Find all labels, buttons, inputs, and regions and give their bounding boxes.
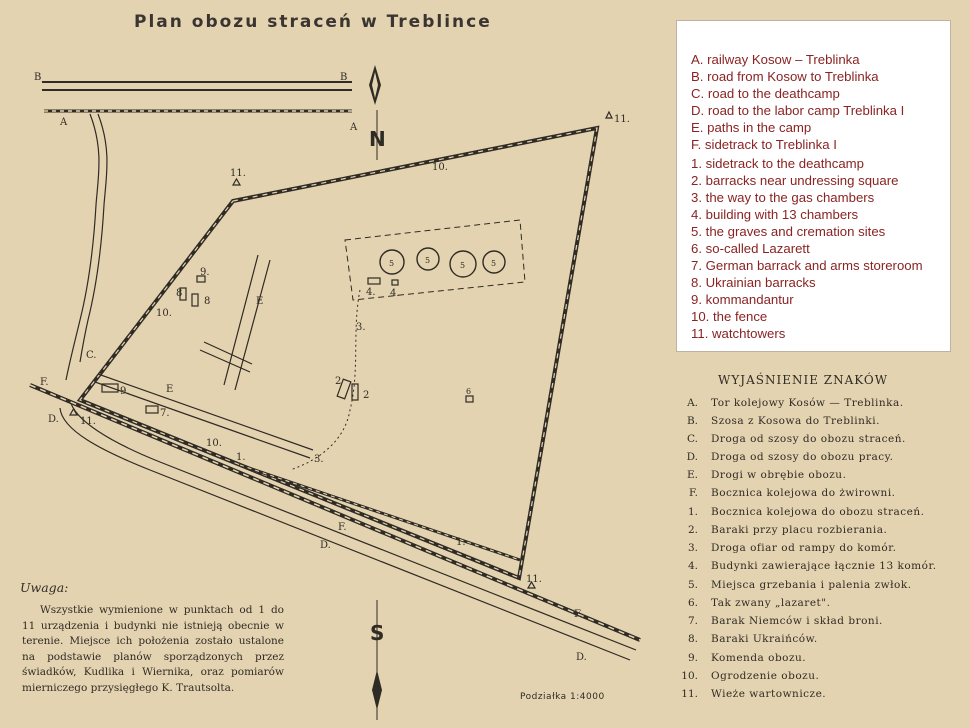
label-8-right: 8 <box>204 296 211 307</box>
label-11-right: 11. <box>526 574 542 585</box>
polish-legend-code: 8. <box>687 633 698 645</box>
polish-legend-text: Droga ofiar od rampy do komór. <box>711 542 897 554</box>
polish-legend-code: 2. <box>687 524 698 536</box>
label-a-right: A <box>350 122 358 133</box>
english-legend-item: F. sidetrack to Treblinka I <box>691 137 837 152</box>
polish-legend-text: Tak zwany „lazaret". <box>711 597 831 609</box>
label-5-c: 5 <box>460 261 466 270</box>
label-5-a: 5 <box>389 259 395 268</box>
label-f-right: F. <box>574 609 583 620</box>
polish-legend-text: Wieże wartownicze. <box>711 688 827 700</box>
camp-fence <box>80 128 597 578</box>
label-9-upper: 9. <box>200 267 210 278</box>
label-2-right: 2 <box>363 390 370 401</box>
polish-legend-text: Komenda obozu. <box>711 652 807 664</box>
label-9-lower: 9. <box>120 386 130 397</box>
road-c <box>66 114 99 380</box>
label-11-left: 11. <box>230 168 246 179</box>
label-10-bottom: 10. <box>206 438 222 449</box>
polish-legend-text: Drogi w obrębie obozu. <box>711 469 847 481</box>
north-arrow <box>369 65 386 160</box>
polish-legend-text: Baraki Ukraińców. <box>711 633 818 645</box>
english-legend-item: 3. the way to the gas chambers <box>691 190 875 205</box>
english-legend-item: 9. kommandantur <box>691 292 794 307</box>
english-legend-item: 11. watchtowers <box>691 326 786 341</box>
south-label: S <box>370 621 385 645</box>
english-legend-item: 1. sidetrack to the deathcamp <box>691 156 865 171</box>
label-b-left: B <box>34 72 42 83</box>
polish-legend-text: Tor kolejowy Kosów — Treblinka. <box>711 397 904 409</box>
polish-legend-code: 10. <box>681 670 698 682</box>
polish-legend-code: 4. <box>687 560 698 572</box>
label-4-left: 4. <box>366 287 376 298</box>
label-d-left: D. <box>48 414 59 425</box>
english-legend-item: A. railway Kosow – Treblinka <box>691 52 860 67</box>
polish-legend-code: D. <box>686 451 698 463</box>
english-legend-item: D. road to the labor camp Treblinka I <box>691 103 905 118</box>
polish-legend-heading: WYJAŚNIENIE ZNAKÓW <box>718 373 889 387</box>
label-1-left: 1. <box>236 452 246 463</box>
polish-legend-code: 5. <box>687 579 698 591</box>
english-legend-item: 5. the graves and cremation sites <box>691 224 886 239</box>
polish-legend-text: Baraki przy placu rozbierania. <box>711 524 888 536</box>
label-e-1: E <box>256 296 264 307</box>
label-1-right: 1. <box>456 537 466 548</box>
english-legend-item: C. road to the deathcamp <box>691 86 840 101</box>
english-legend-item: 7. German barrack and arms storeroom <box>691 258 923 273</box>
label-11-bottom: 11. <box>80 416 96 427</box>
label-a-left: A <box>60 117 68 128</box>
label-d-right: D. <box>576 652 587 663</box>
scale-label: Podziałka 1:4000 <box>520 692 605 702</box>
polish-legend-code: E. <box>686 469 698 481</box>
path-3 <box>290 290 360 470</box>
sidetrack-f <box>30 385 640 640</box>
polish-legend-text: Szosa z Kosowa do Treblinki. <box>711 415 880 427</box>
label-10-top: 10. <box>432 162 448 173</box>
label-b-right: B <box>340 72 348 83</box>
label-d-mid: D. <box>320 540 331 551</box>
polish-legend-text: Droga od szosy do obozu pracy. <box>711 451 894 463</box>
label-4-right: 4. <box>390 288 400 299</box>
label-6: 6 <box>466 387 472 396</box>
label-5-b: 5 <box>425 256 431 265</box>
english-legend-item: B. road from Kosow to Treblinka <box>691 69 879 84</box>
label-f-mid: F. <box>338 522 347 533</box>
polish-legend-code: 6. <box>687 597 698 609</box>
polish-legend-text: Ogrodzenie obozu. <box>711 670 820 682</box>
polish-legend-code: 7. <box>687 615 698 627</box>
polish-legend-text: Barak Niemców i skład broni. <box>711 615 883 627</box>
english-legend-item: 2. barracks near undressing square <box>691 173 899 188</box>
polish-legend-text: Budynki zawierające łącznie 13 komór. <box>711 560 937 572</box>
sidetrack-1 <box>240 465 520 560</box>
label-c: C. <box>86 350 97 361</box>
label-5-d: 5 <box>491 259 497 268</box>
map-title: Plan obozu straceń w Treblince <box>134 12 492 32</box>
label-3-upper: 3. <box>356 322 366 333</box>
label-7: 7. <box>160 408 170 419</box>
polish-legend-text: Miejsca grzebania i palenia zwłok. <box>711 579 912 591</box>
label-2-left: 2 <box>335 376 342 387</box>
label-11-top: 11. <box>614 114 630 125</box>
english-legend-item: 10. the fence <box>691 309 768 324</box>
polish-legend-text: Bocznica kolejowa do żwirowni. <box>711 487 896 499</box>
polish-legend-code: C. <box>687 433 698 445</box>
map-labels <box>34 72 630 663</box>
label-e-2: E <box>166 384 174 395</box>
label-8-left: 8 <box>176 288 183 299</box>
polish-legend-code: 3. <box>687 542 698 554</box>
road-b <box>42 82 352 90</box>
english-legend-box <box>676 20 951 352</box>
polish-legend-code: F. <box>689 487 698 499</box>
graves <box>380 248 505 277</box>
polish-legend-code: 11. <box>681 688 698 700</box>
south-arrow <box>370 600 384 720</box>
polish-legend-text: Droga od szosy do obozu straceń. <box>711 433 906 445</box>
polish-legend-code: B. <box>686 415 698 427</box>
north-label: N <box>369 127 386 151</box>
label-3-lower: 3. <box>314 454 324 465</box>
note-heading: Uwaga: <box>20 580 69 595</box>
label-f-left: F. <box>40 377 49 388</box>
note-text: Wszystkie wymienione w punktach od 1 do 11 urządzenia i budynki nie istnieją obecnie w terenie. Miejsce ich położenia zostało ustalone na podstawie planów sporządzonych przez świadków, Kudlika i Wiernika, oraz pomiarów mierniczego przysięgłego K. Trautsolta. <box>22 604 284 694</box>
english-legend-item: E. paths in the camp <box>691 120 812 135</box>
label-10-left: 10. <box>156 308 172 319</box>
polish-legend-code: A. <box>687 397 698 409</box>
english-legend-item: 6. so-called Lazarett <box>691 241 810 256</box>
english-legend-item: 4. building with 13 chambers <box>691 207 859 222</box>
polish-legend-code: 9. <box>687 652 698 664</box>
polish-legend-text: Bocznica kolejowa do obozu straceń. <box>711 506 925 518</box>
english-legend-item: 8. Ukrainian barracks <box>691 275 816 290</box>
polish-legend-code: 1. <box>687 506 698 518</box>
